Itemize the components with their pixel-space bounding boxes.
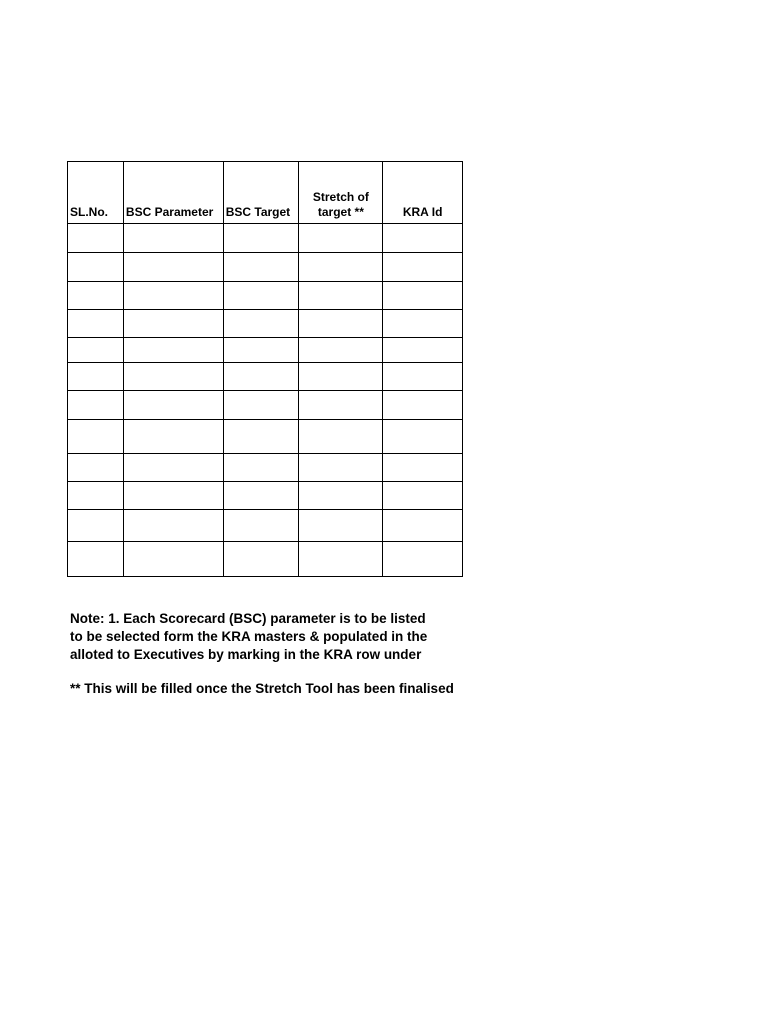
- table-cell[interactable]: [68, 224, 124, 253]
- table-cell[interactable]: [68, 454, 124, 482]
- table-cell[interactable]: [223, 253, 299, 282]
- table-cell[interactable]: [123, 542, 223, 577]
- bsc-table: [67, 161, 463, 577]
- table-cell[interactable]: [68, 310, 124, 338]
- note-line-1: Note: 1. Each Scorecard (BSC) parameter is to be listed: [70, 611, 426, 626]
- table-cell[interactable]: [299, 363, 383, 391]
- table-cell[interactable]: [223, 510, 299, 542]
- table-cell[interactable]: [223, 542, 299, 577]
- table-cell[interactable]: [123, 310, 223, 338]
- header-sl-no: SL.No.: [68, 162, 124, 224]
- table-cell[interactable]: [123, 363, 223, 391]
- table-cell[interactable]: [383, 253, 463, 282]
- table-cell[interactable]: [223, 282, 299, 310]
- table-cell[interactable]: [383, 391, 463, 420]
- table-cell[interactable]: [383, 542, 463, 577]
- table-cell[interactable]: [223, 420, 299, 454]
- table-row: [68, 454, 463, 482]
- header-bsc-target: BSC Target: [223, 162, 299, 224]
- table-row: [68, 363, 463, 391]
- table-cell[interactable]: [223, 338, 299, 363]
- table-cell[interactable]: [299, 282, 383, 310]
- table-cell[interactable]: [223, 363, 299, 391]
- table-cell[interactable]: [299, 510, 383, 542]
- table-cell[interactable]: [383, 482, 463, 510]
- table-cell[interactable]: [123, 454, 223, 482]
- table-cell[interactable]: [123, 224, 223, 253]
- notes-section: [70, 610, 463, 698]
- header-stretch-line1: Stretch of: [312, 190, 369, 204]
- table-cell[interactable]: [223, 482, 299, 510]
- table-row: [68, 282, 463, 310]
- table-row: [68, 310, 463, 338]
- header-kra-id: KRA Id: [383, 162, 463, 224]
- table-cell[interactable]: [68, 482, 124, 510]
- table-cell[interactable]: [223, 454, 299, 482]
- table-cell[interactable]: [68, 338, 124, 363]
- table-row: [68, 391, 463, 420]
- table-cell[interactable]: [383, 282, 463, 310]
- table-row: [68, 253, 463, 282]
- table-cell[interactable]: [123, 282, 223, 310]
- table-cell[interactable]: [383, 338, 463, 363]
- table-cell[interactable]: [299, 310, 383, 338]
- table-cell[interactable]: [123, 338, 223, 363]
- note-line-3: alloted to Executives by marking in the KRA row under: [70, 647, 422, 662]
- table-row: [68, 224, 463, 253]
- table-cell[interactable]: [383, 510, 463, 542]
- table-header-row: [68, 162, 463, 224]
- footnote: ** This will be filled once the Stretch Tool has been finalised: [70, 681, 454, 696]
- table-row: [68, 510, 463, 542]
- table-body: [68, 224, 463, 577]
- table-row: [68, 420, 463, 454]
- note-line-2: to be selected form the KRA masters & populated in the: [70, 629, 428, 644]
- table-row: [68, 482, 463, 510]
- table-cell[interactable]: [223, 391, 299, 420]
- table-cell[interactable]: [68, 282, 124, 310]
- note-spacer: [70, 664, 463, 680]
- table-cell[interactable]: [383, 310, 463, 338]
- table-row: [68, 542, 463, 577]
- table-cell[interactable]: [123, 482, 223, 510]
- header-stretch-line2: target **: [317, 205, 364, 219]
- header-bsc-parameter: BSC Parameter: [123, 162, 223, 224]
- table-cell[interactable]: [68, 253, 124, 282]
- header-stretch-of-target: [299, 162, 383, 224]
- table-cell[interactable]: [123, 420, 223, 454]
- table-cell[interactable]: [223, 224, 299, 253]
- table-cell[interactable]: [68, 420, 124, 454]
- table-cell[interactable]: [383, 420, 463, 454]
- table-cell[interactable]: [299, 542, 383, 577]
- table-cell[interactable]: [68, 510, 124, 542]
- table-cell[interactable]: [123, 391, 223, 420]
- table-row: [68, 338, 463, 363]
- table-cell[interactable]: [68, 542, 124, 577]
- table-cell[interactable]: [299, 420, 383, 454]
- table-cell[interactable]: [383, 454, 463, 482]
- table-cell[interactable]: [123, 510, 223, 542]
- table-cell[interactable]: [299, 391, 383, 420]
- table-cell[interactable]: [299, 338, 383, 363]
- table-cell[interactable]: [299, 482, 383, 510]
- table-cell[interactable]: [383, 363, 463, 391]
- table-cell[interactable]: [123, 253, 223, 282]
- table-cell[interactable]: [223, 310, 299, 338]
- table-cell[interactable]: [383, 224, 463, 253]
- table-cell[interactable]: [299, 253, 383, 282]
- table-cell[interactable]: [299, 454, 383, 482]
- table-cell[interactable]: [68, 363, 124, 391]
- table-cell[interactable]: [299, 224, 383, 253]
- table-cell[interactable]: [68, 391, 124, 420]
